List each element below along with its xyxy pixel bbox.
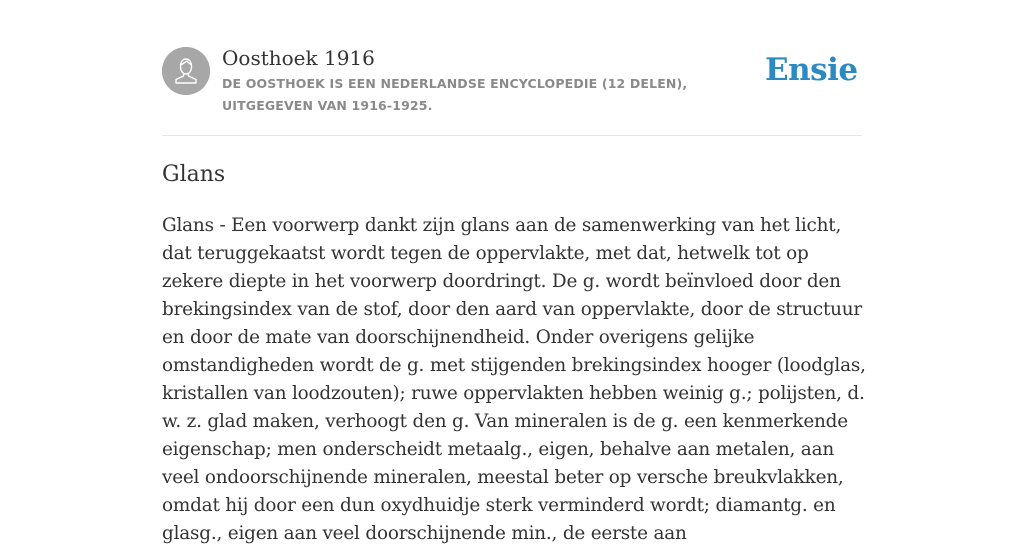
source-title[interactable]: Oosthoek 1916 [222,46,375,70]
page-content [162,0,866,544]
ensie-logo[interactable]: Ensie [765,52,858,88]
article-title: Glans [162,162,226,187]
source-header [162,0,862,135]
header-divider [162,135,862,136]
user-icon[interactable] [162,47,210,95]
source-description: DE OOSTHOEK IS EEN NEDERLANDSE ENCYCLOPEDIE (12 DELEN), UITGEGEVEN VAN 1916-1925. [222,76,688,113]
article-body: Glans - Een voorwerp dankt zijn glans aan de samenwerking van het licht, dat teruggekaatst wordt tegen de oppervlakte, met dat, hetwelk tot op zekere diepte in het voorwerp doordringt. De g. wordt beïnvloed door den brekingsindex van de stof, door den aard van oppervlakte, door de structuur en door de mate van doorschijnendheid. Onder overigens gelijke omstandigheden wordt de g. met stijgenden brekingsindex hooger (loodglas, kristallen van loodzouten); ruwe oppervlakten hebben weinig g.; polijsten, d. w. z. glad maken, verhoogt den g. Van mineralen is de g. een kenmerkende eigenschap; men onderscheidt metaalg., eigen, behalve aan metalen, aan veel ondoorschijnende mineralen, meestal beter op versche breukvlakken, omdat hij door een dun oxydhuidje sterk verminderd wordt; diamantg. en glasg., eigen aan veel doorschijnende min., de eerste aan [162,215,866,544]
